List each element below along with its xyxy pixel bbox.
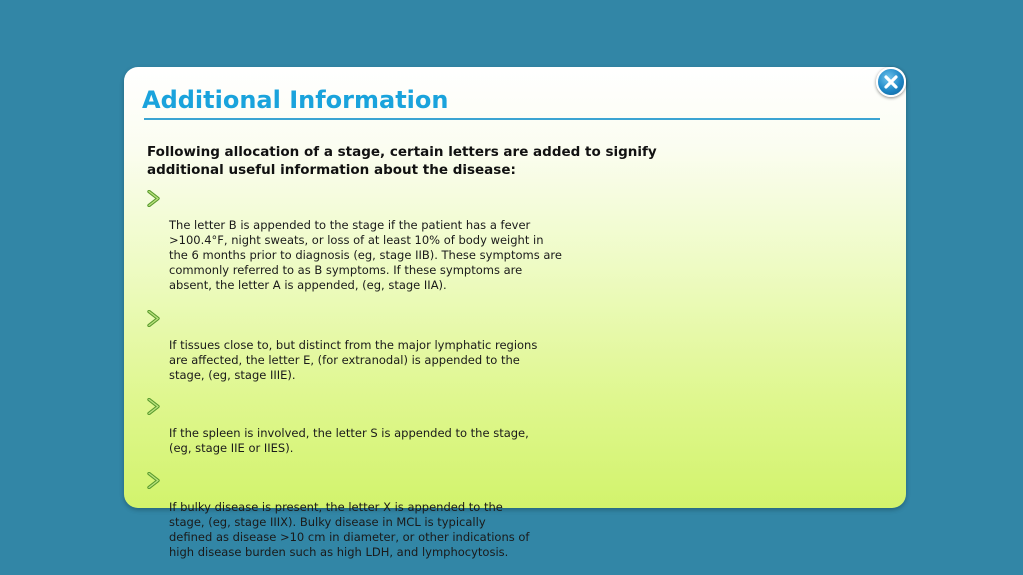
chevron-right-icon <box>147 472 161 489</box>
chevron-right-icon <box>147 398 161 415</box>
intro-text: Following allocation of a stage, certain letters are added to signify additional useful information about the disease: <box>147 144 657 178</box>
close-button[interactable] <box>876 67 906 97</box>
close-icon <box>883 74 899 90</box>
list-item-bulky-disease <box>147 470 627 560</box>
list-item-text: The letter B is appended to the stage if the patient has a fever >100.4°F, night sweats, or loss of at least 10% of body weight in the 6 months prior to diagnosis (eg, stage IIB). These symptoms are commonly referred to as B symptoms. If these symptoms are absent, the letter A is appended, (eg, stage IIA). <box>169 218 562 292</box>
list-item-text: If bulky disease is present, the letter X is appended to the stage, (eg, stage IIIX). Bulky disease in MCL is typically defined as disease >10 cm in diameter, or other indications of high disease burden such as high LDH, and lymphocytosis. <box>169 500 530 559</box>
list-item-b-symptoms <box>147 188 627 293</box>
list-item-extranodal <box>147 308 627 383</box>
list-item-text: If tissues close to, but distinct from the major lymphatic regions are affected, the letter E, (for extranodal) is appended to the stage, (eg, stage IIIE). <box>169 338 538 382</box>
list-item-spleen <box>147 396 627 456</box>
dialog-title: Additional Information <box>142 86 449 114</box>
list-item-text: If the spleen is involved, the letter S is appended to the stage, (eg, stage IIE or IIES). <box>169 426 529 455</box>
title-divider <box>144 118 880 120</box>
chevron-right-icon <box>147 310 161 327</box>
stage-letter-list <box>147 188 627 560</box>
chevron-right-icon <box>147 190 161 207</box>
